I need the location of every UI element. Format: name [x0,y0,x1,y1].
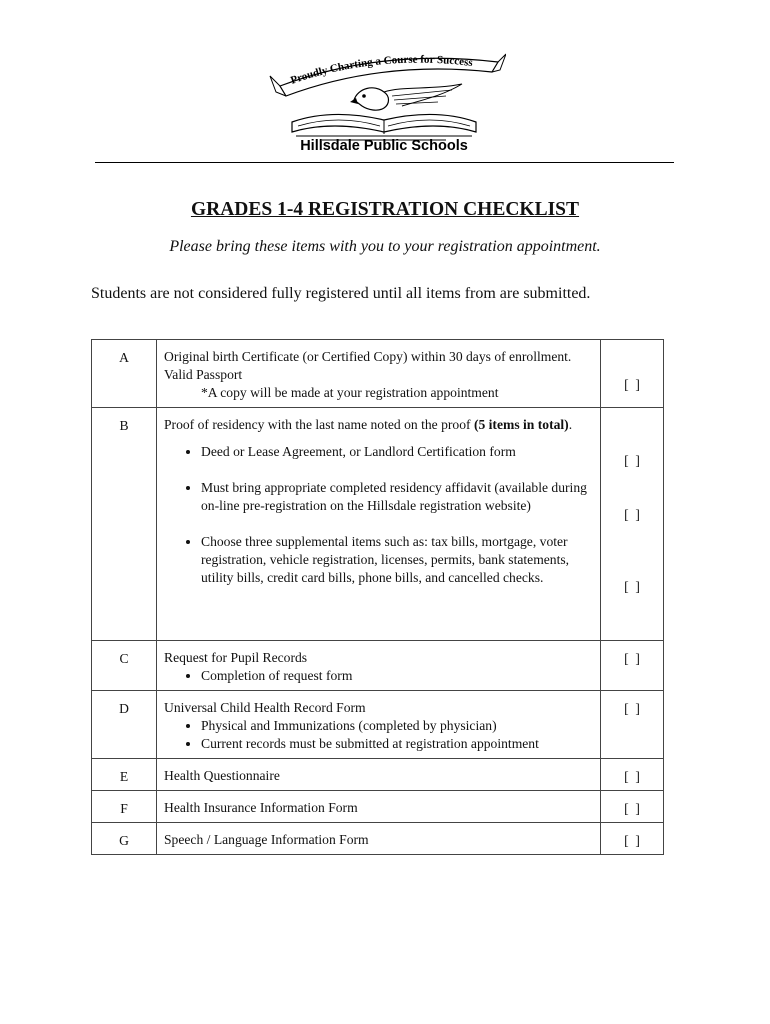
registration-notice: Students are not considered fully registered until all items from are submitted. [91,285,591,302]
row-description [157,340,601,408]
passport-item: Valid Passport [164,367,243,382]
checklist-row-f [92,791,664,823]
row-code: G [92,823,157,855]
list-item: • Physical and Immunizations (completed by physician) [201,717,592,735]
row-description [157,791,601,823]
checkbox-e[interactable]: [ ] [624,769,640,784]
logo-motto: Proudly Charting a Course for Success [289,53,474,87]
health-record-item: Universal Child Health Record Form [164,700,366,715]
checkbox-b3[interactable]: [ ] [624,579,640,594]
row-code: F [92,791,157,823]
checkbox-d[interactable]: [ ] [624,701,640,716]
checkbox-a[interactable]: [ ] [624,377,640,392]
health-record-list [164,717,592,753]
registration-checklist-table [91,339,664,855]
row-code: D [92,691,157,759]
checkbox-b2[interactable]: [ ] [624,507,640,522]
list-item: • Choose three supplemental items such as: tax bills, mortgage, voter registration, vehicle registration, licenses, permits, bank statements, utility bills, credit card bills, phone bills, and cancelled checks. [201,533,592,587]
checkbox-c[interactable]: [ ] [624,651,640,666]
row-description [157,641,601,691]
checkbox-f[interactable]: [ ] [624,801,640,816]
checklist-row-a [92,340,664,408]
pupil-records-item: Request for Pupil Records [164,650,308,665]
district-name: Hillsdale Public Schools [300,138,468,154]
list-item: • Completion of request form [201,667,592,685]
page-title: GRADES 1-4 REGISTRATION CHECKLIST [190,199,580,220]
row-code: C [92,641,157,691]
residency-list [164,443,592,587]
residency-intro: Proof of residency with the last name noted on the proof (5 items in total). [164,417,573,432]
speech-language-item: Speech / Language Information Form [164,832,369,847]
checkbox-g[interactable]: [ ] [624,833,640,848]
eagle-icon [350,84,462,110]
list-item: • Must bring appropriate completed residency affidavit (available during on-line pre-registration on the Hillsdale registration website) [201,479,592,515]
row-code: A [92,340,157,408]
checklist-row-b [92,408,664,641]
open-book-icon [292,114,476,140]
birth-certificate-item: Original birth Certificate (or Certified Copy) within 30 days of enrollment. [164,349,572,364]
checklist-row-g [92,823,664,855]
list-item: • Deed or Lease Agreement, or Landlord Certification form [201,443,592,461]
row-description [157,691,601,759]
row-description [157,759,601,791]
row-description [157,408,601,641]
header-divider [95,162,674,163]
checklist-row-c [92,641,664,691]
health-insurance-item: Health Insurance Information Form [164,800,358,815]
page-subtitle: Please bring these items with you to your registration appointment. [169,238,601,255]
list-item: • Current records must be submitted at registration appointment [201,735,592,753]
row-code: E [92,759,157,791]
copy-note: *A copy will be made at your registration appointment [201,385,499,400]
residency-item-count: (5 items in total) [473,417,569,432]
row-description [157,823,601,855]
pupil-records-list [164,667,592,685]
row-code: B [92,408,157,641]
health-questionnaire-item: Health Questionnaire [164,768,280,783]
checklist-row-d [92,691,664,759]
checklist-row-e [92,759,664,791]
checkbox-b1[interactable]: [ ] [624,453,640,468]
